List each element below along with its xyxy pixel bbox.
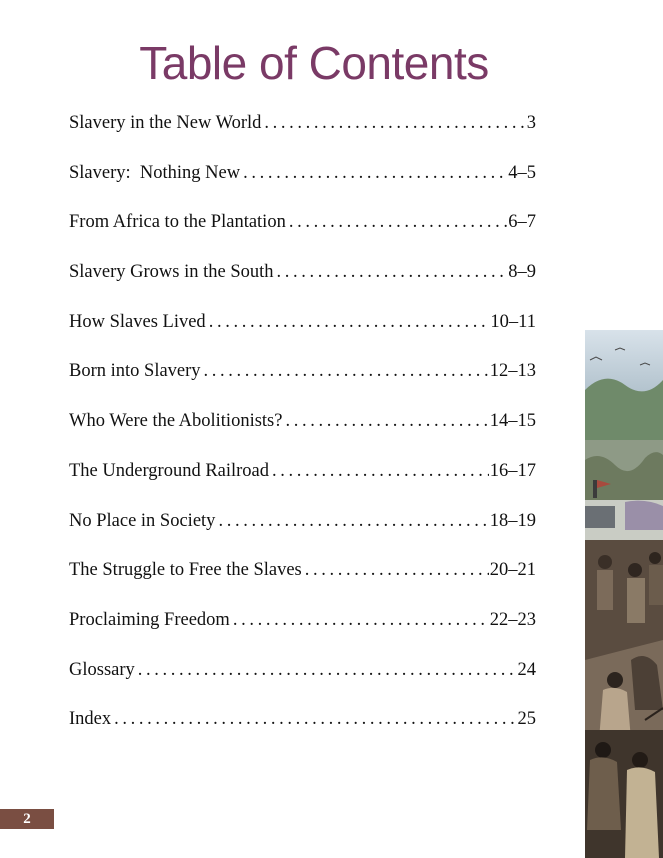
toc-entry[interactable] [69, 158, 536, 208]
table-of-contents [69, 108, 536, 754]
toc-entry[interactable] [69, 207, 536, 257]
toc-entry-page: 8–9 [508, 262, 536, 283]
toc-entry-title: Slavery Grows in the South [69, 262, 274, 283]
toc-entry[interactable] [69, 506, 536, 556]
toc-entry-title: No Place in Society [69, 510, 216, 531]
toc-entry-page: 20–21 [489, 560, 536, 581]
dot-leader [218, 506, 488, 536]
dot-leader [138, 655, 517, 685]
toc-entry-page: 6–7 [508, 212, 536, 233]
toc-entry[interactable] [69, 655, 536, 705]
dot-leader [272, 456, 489, 486]
page-title: Table of Contents [139, 37, 489, 89]
page-number-badge: 2 [0, 809, 54, 829]
dot-leader [285, 406, 488, 436]
dot-leader [114, 704, 516, 734]
dot-leader [243, 158, 507, 188]
toc-entry[interactable] [69, 555, 536, 605]
toc-entry-page: 4–5 [508, 162, 536, 183]
toc-entry-title: The Struggle to Free the Slaves [69, 560, 302, 581]
toc-entry-title: Index [69, 709, 112, 730]
toc-entry-title: Who Were the Abolitionists? [69, 411, 283, 432]
historical-engraving-image [585, 330, 663, 858]
toc-entry-title: Slavery: Nothing New [69, 162, 241, 183]
toc-entry-title: Slavery in the New World [69, 113, 262, 133]
toc-entry[interactable] [69, 307, 536, 357]
toc-entry-page: 16–17 [489, 460, 536, 481]
toc-entry-page: 10–11 [490, 311, 536, 332]
toc-entry[interactable] [69, 704, 536, 754]
toc-entry-title: Born into Slavery [69, 361, 201, 382]
dot-leader [277, 257, 508, 287]
toc-entry-page: 18–19 [489, 510, 536, 531]
dot-leader [233, 605, 489, 635]
toc-entry-title: How Slaves Lived [69, 311, 206, 332]
toc-entry-page: 3 [526, 113, 536, 133]
toc-entry-title: The Underground Railroad [69, 460, 270, 481]
toc-entry-title: Proclaiming Freedom [69, 609, 230, 630]
toc-entry-page: 12–13 [489, 361, 536, 382]
toc-entry-page: 14–15 [489, 411, 536, 432]
toc-entry-page: 24 [517, 659, 536, 680]
dot-leader [305, 555, 489, 585]
dot-leader [209, 307, 490, 337]
toc-entry-page: 22–23 [489, 609, 536, 630]
dot-leader [204, 356, 489, 386]
dot-leader [289, 207, 507, 237]
toc-entry-page: 25 [517, 709, 536, 730]
toc-entry[interactable] [69, 406, 536, 456]
dot-leader [264, 108, 525, 138]
toc-entry[interactable] [69, 456, 536, 506]
toc-entry[interactable] [69, 356, 536, 406]
toc-entry-title: From Africa to the Plantation [69, 212, 286, 233]
toc-entry[interactable] [69, 108, 536, 158]
toc-entry[interactable] [69, 605, 536, 655]
toc-entry-title: Glossary [69, 659, 135, 680]
toc-entry[interactable] [69, 257, 536, 307]
